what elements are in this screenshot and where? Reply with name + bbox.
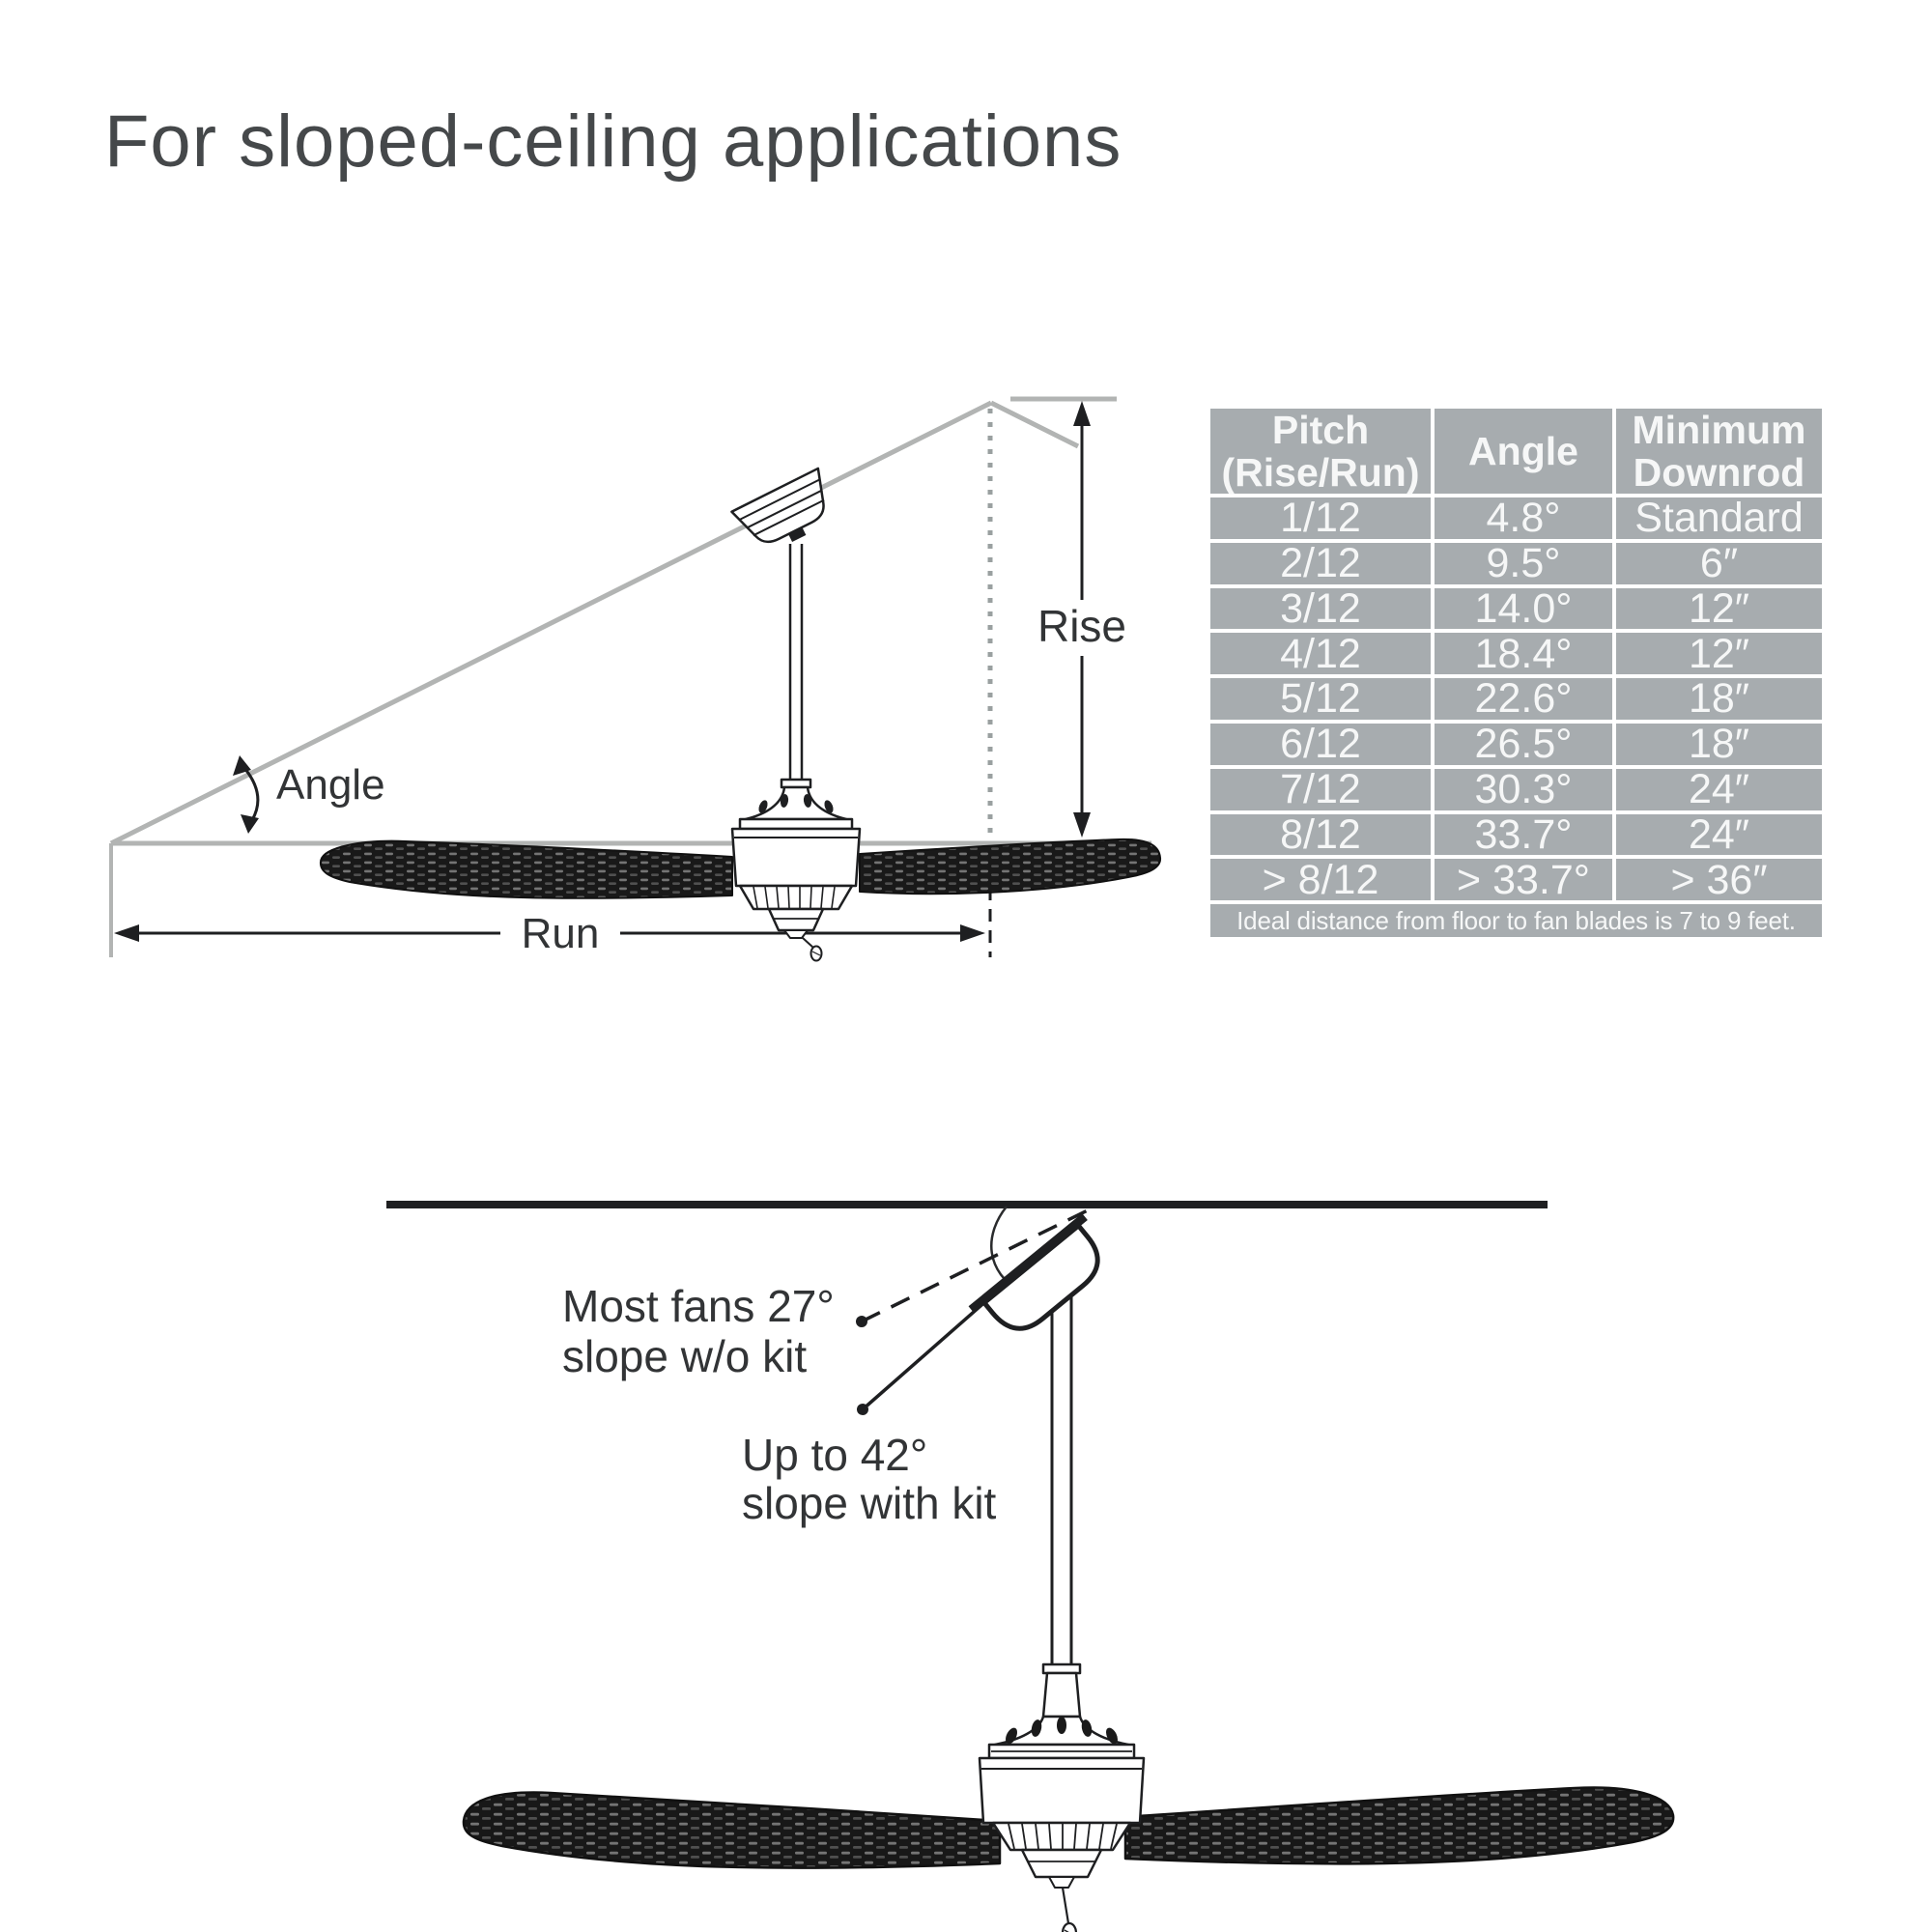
table-cell-r3-c2: 14.0° — [1435, 588, 1612, 630]
with-kit-label-line1: Up to 42° — [742, 1430, 928, 1480]
pitch-table — [1210, 409, 1822, 937]
fan-blade-right-large — [1125, 1788, 1673, 1864]
table-footnote: Ideal distance from floor to fan blades is 7 to 9 feet. — [1210, 904, 1822, 937]
without-kit-label-line2: slope w/o kit — [562, 1331, 808, 1381]
with-kit-label-line2: slope with kit — [742, 1478, 997, 1528]
sloped-ceiling-line — [111, 403, 991, 843]
table-cell-r8-c3: 24″ — [1616, 814, 1822, 856]
table-cell-r5-c3: 18″ — [1616, 678, 1822, 720]
table-cell-r4-c3: 12″ — [1616, 633, 1822, 674]
without-kit-dot — [856, 1316, 867, 1327]
header-pitch-line1: Pitch — [1271, 407, 1370, 452]
table-cell-r9-c3: > 36″ — [1616, 859, 1822, 900]
angle-arc-arrowhead-bottom — [241, 814, 259, 834]
roof-right-segment — [991, 403, 1078, 446]
run-label: Run — [521, 910, 600, 957]
table-cell-r9-c2: > 33.7° — [1435, 859, 1612, 900]
table-cell-r4-c1: 4/12 — [1210, 633, 1431, 674]
table-cell-r7-c1: 7/12 — [1210, 769, 1431, 810]
table-cell-r6-c1: 6/12 — [1210, 724, 1431, 765]
fan-canopy-small — [731, 469, 841, 560]
rise-label: Rise — [1037, 601, 1127, 651]
table-cell-r1-c1: 1/12 — [1210, 497, 1431, 539]
without-kit-label-line1: Most fans 27° — [562, 1281, 835, 1331]
table-cell-r8-c1: 8/12 — [1210, 814, 1431, 856]
rise-arrowhead-top — [1073, 401, 1091, 426]
table-cell-r8-c2: 33.7° — [1435, 814, 1612, 856]
header-angle-line1: Angle — [1468, 428, 1578, 473]
ceiling-fan-large — [464, 1664, 1673, 1932]
table-header-downrod — [1616, 409, 1822, 494]
header-downrod-line2: Downrod — [1633, 450, 1805, 495]
rise-arrowhead-bottom — [1073, 812, 1091, 838]
table-cell-r2-c1: 2/12 — [1210, 543, 1431, 584]
fan-blade-left-small — [321, 841, 732, 898]
table-header-angle — [1435, 409, 1612, 494]
with-kit-dot — [857, 1404, 868, 1415]
fan-blade-right-small — [860, 839, 1160, 894]
table-cell-r7-c2: 30.3° — [1435, 769, 1612, 810]
table-cell-r2-c3: 6″ — [1616, 543, 1822, 584]
table-cell-r6-c3: 18″ — [1616, 724, 1822, 765]
run-arrowhead-right — [960, 924, 985, 942]
table-cell-r1-c2: 4.8° — [1435, 497, 1612, 539]
table-cell-r9-c1: > 8/12 — [1210, 859, 1431, 900]
angle-label: Angle — [276, 761, 385, 809]
header-downrod-line1: Minimum — [1632, 407, 1806, 452]
table-header-pitch — [1210, 409, 1431, 494]
page-title: For sloped-ceiling applications — [104, 100, 1122, 183]
run-arrowhead-left — [114, 924, 139, 942]
fan-blade-left-large — [464, 1793, 1000, 1868]
table-cell-r3-c3: 12″ — [1616, 588, 1822, 630]
table-cell-r6-c2: 26.5° — [1435, 724, 1612, 765]
table-cell-r2-c2: 9.5° — [1435, 543, 1612, 584]
rise-run-diagram — [87, 382, 1169, 971]
table-cell-r7-c3: 24″ — [1616, 769, 1822, 810]
table-cell-r3-c1: 3/12 — [1210, 588, 1431, 630]
table-cell-r4-c2: 18.4° — [1435, 633, 1612, 674]
pull-chain-large — [1063, 1888, 1068, 1923]
table-cell-r1-c3: Standard — [1616, 497, 1822, 539]
slope-kit-diagram — [377, 1193, 1700, 1932]
pull-chain-small — [803, 938, 813, 948]
table-cell-r5-c2: 22.6° — [1435, 678, 1612, 720]
header-pitch-line2: (Rise/Run) — [1221, 450, 1420, 495]
table-cell-r5-c1: 5/12 — [1210, 678, 1431, 720]
ceiling-fan-small — [321, 469, 1160, 961]
